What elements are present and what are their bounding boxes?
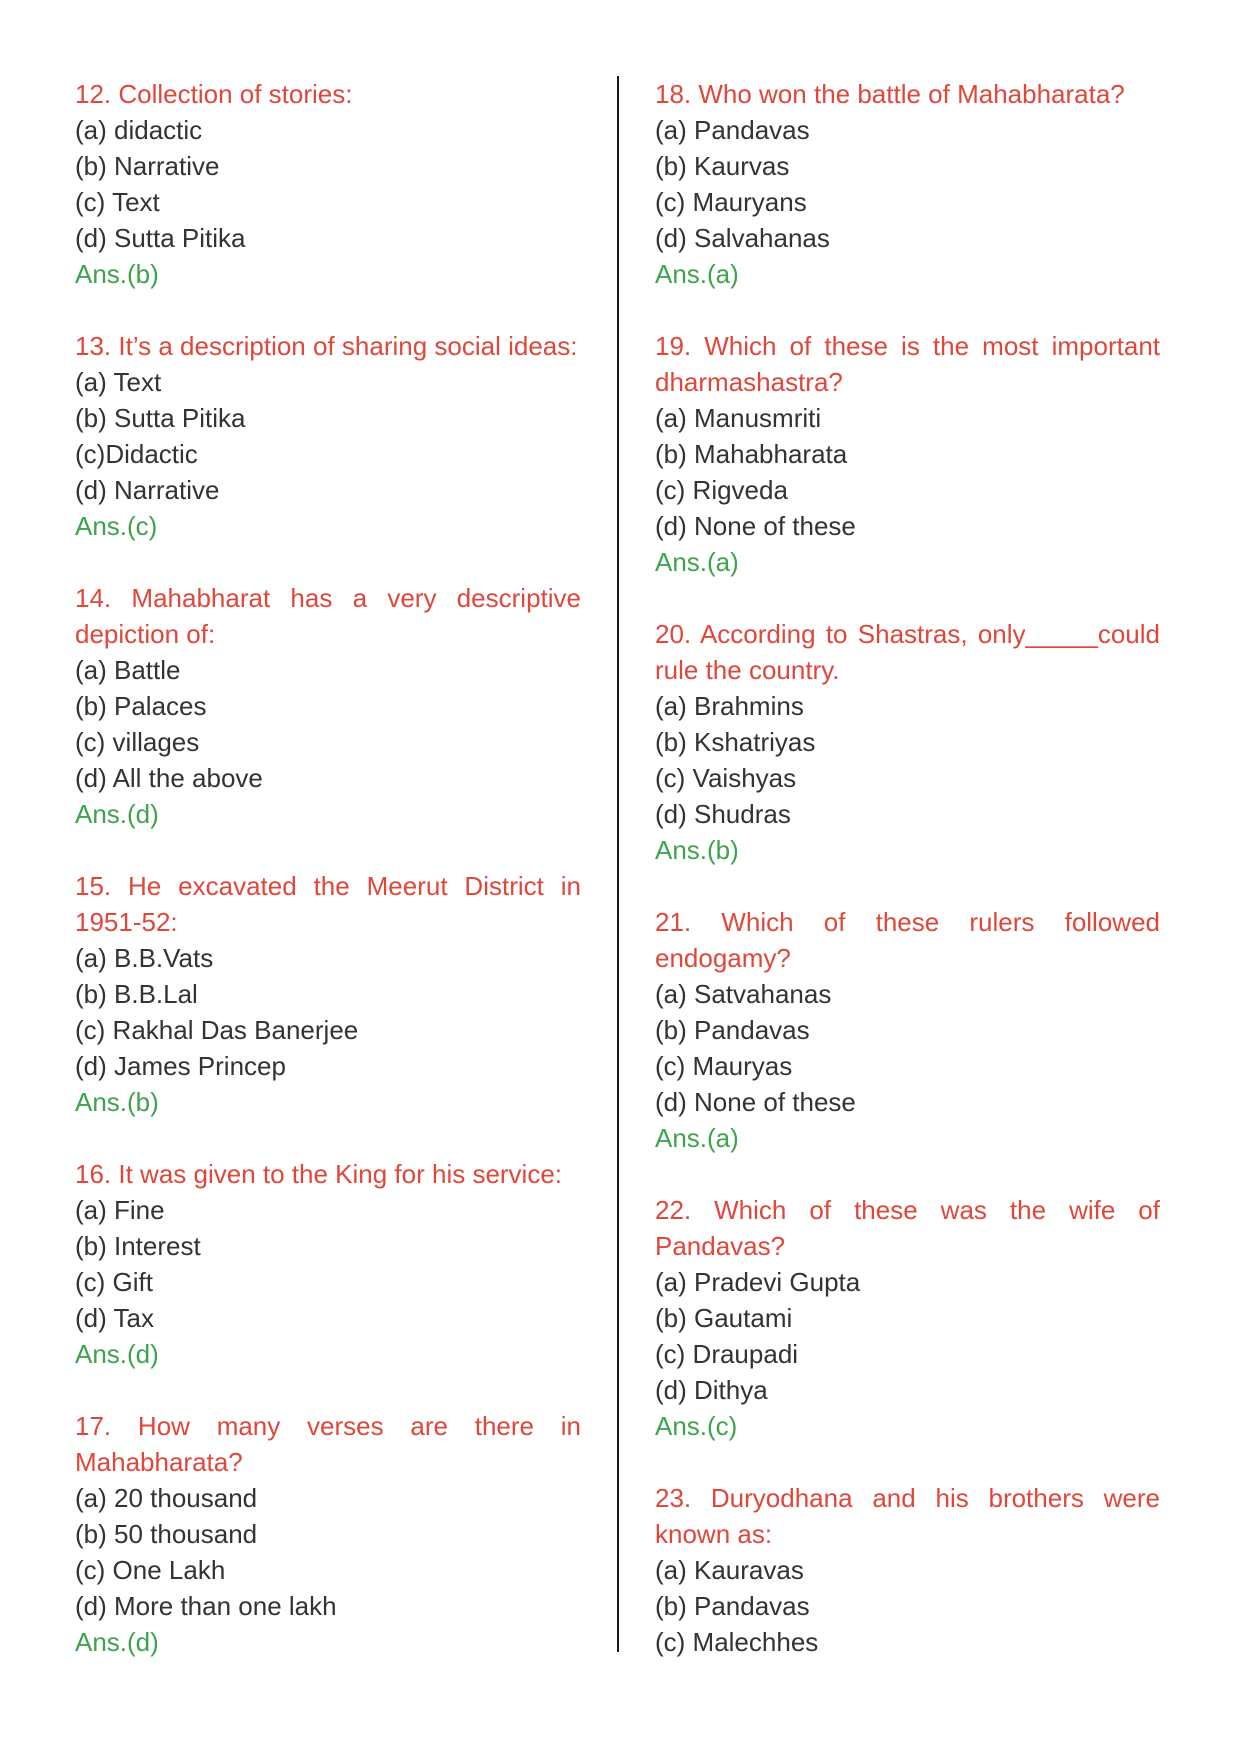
question-block — [655, 1480, 1160, 1660]
option: (c) Vaishyas — [655, 763, 797, 793]
question-block — [655, 76, 1160, 292]
option: (a) Satvahanas — [655, 979, 832, 1009]
answer-text: Ans.(b) — [75, 1087, 159, 1117]
question-block — [75, 868, 581, 1120]
option: (a) didactic — [75, 115, 203, 145]
question-block — [75, 1408, 581, 1660]
option: (d) Shudras — [655, 799, 791, 829]
option: (d) Tax — [75, 1303, 154, 1333]
option: (d) All the above — [75, 763, 263, 793]
question-block — [655, 1192, 1160, 1444]
option: (b) 50 thousand — [75, 1519, 258, 1549]
answer-text: Ans.(d) — [75, 1339, 159, 1369]
option: (b) Pandavas — [655, 1591, 810, 1621]
question-text: 15. He excavated the Meerut District in 1951-52: — [75, 871, 581, 937]
option: (d) More than one lakh — [75, 1591, 337, 1621]
option: (c) Draupadi — [655, 1339, 799, 1369]
option: (b) Gautami — [655, 1303, 793, 1333]
question-block — [75, 76, 581, 292]
question-text: 16. It was given to the King for his service: — [75, 1159, 563, 1189]
question-block — [75, 328, 581, 544]
option: (b) B.B.Lal — [75, 979, 198, 1009]
option: (b) Pandavas — [655, 1015, 810, 1045]
option: (d) None of these — [655, 511, 856, 541]
option: (d) Narrative — [75, 475, 220, 505]
right-column — [655, 76, 1160, 1696]
option: (c) Mauryas — [655, 1051, 793, 1081]
answer-text: Ans.(c) — [75, 511, 158, 541]
left-column — [75, 76, 581, 1696]
option: (c)Didactic — [75, 439, 198, 469]
question-block — [655, 328, 1160, 580]
question-text: 22. Which of these was the wife of Pandavas? — [655, 1195, 1160, 1261]
option: (a) Battle — [75, 655, 181, 685]
question-block — [75, 1156, 581, 1372]
option: (d) Dithya — [655, 1375, 768, 1405]
question-text: 23. Duryodhana and his brothers were known as: — [655, 1483, 1160, 1549]
column-divider — [617, 76, 619, 1652]
question-text: 14. Mahabharat has a very descriptive depiction of: — [75, 583, 581, 649]
option: (b) Narrative — [75, 151, 220, 181]
option: (a) Kauravas — [655, 1555, 804, 1585]
option: (c) Mauryans — [655, 187, 807, 217]
option: (b) Sutta Pitika — [75, 403, 246, 433]
answer-text: Ans.(d) — [75, 1627, 159, 1657]
question-text: 21. Which of these rulers followed endogamy? — [655, 907, 1160, 973]
option: (c) Rakhal Das Banerjee — [75, 1015, 359, 1045]
option: (d) None of these — [655, 1087, 856, 1117]
answer-text: Ans.(b) — [75, 259, 159, 289]
answer-text: Ans.(b) — [655, 835, 739, 865]
option: (c) Rigveda — [655, 475, 788, 505]
answer-text: Ans.(d) — [75, 799, 159, 829]
question-text: 19. Which of these is the most important dharmashastra? — [655, 331, 1160, 397]
answer-text: Ans.(a) — [655, 259, 739, 289]
answer-text: Ans.(a) — [655, 547, 739, 577]
option: (a) Fine — [75, 1195, 165, 1225]
option: (a) 20 thousand — [75, 1483, 258, 1513]
option: (a) B.B.Vats — [75, 943, 214, 973]
option: (d) James Princep — [75, 1051, 286, 1081]
question-block — [75, 580, 581, 832]
option: (b) Palaces — [75, 691, 207, 721]
option: (a) Brahmins — [655, 691, 804, 721]
question-text: 18. Who won the battle of Mahabharata? — [655, 79, 1125, 109]
option: (a) Manusmriti — [655, 403, 822, 433]
option: (b) Interest — [75, 1231, 201, 1261]
option: (a) Pandavas — [655, 115, 810, 145]
option: (a) Text — [75, 367, 162, 397]
question-text: 20. According to Shastras, only_____could rule the country. — [655, 619, 1160, 685]
question-block — [655, 904, 1160, 1156]
question-text: 13. It’s a description of sharing social ideas: — [75, 331, 578, 361]
option: (d) Salvahanas — [655, 223, 830, 253]
option: (c) Text — [75, 187, 160, 217]
question-text: 12. Collection of stories: — [75, 79, 353, 109]
question-block — [655, 616, 1160, 868]
option: (c) One Lakh — [75, 1555, 226, 1585]
option: (a) Pradevi Gupta — [655, 1267, 861, 1297]
option: (d) Sutta Pitika — [75, 223, 246, 253]
option: (c) Malechhes — [655, 1627, 819, 1657]
answer-text: Ans.(a) — [655, 1123, 739, 1153]
option: (b) Mahabharata — [655, 439, 848, 469]
option: (b) Kshatriyas — [655, 727, 816, 757]
option: (b) Kaurvas — [655, 151, 790, 181]
answer-text: Ans.(c) — [655, 1411, 738, 1441]
question-text: 17. How many verses are there in Mahabharata? — [75, 1411, 581, 1477]
option: (c) Gift — [75, 1267, 153, 1297]
option: (c) villages — [75, 727, 200, 757]
